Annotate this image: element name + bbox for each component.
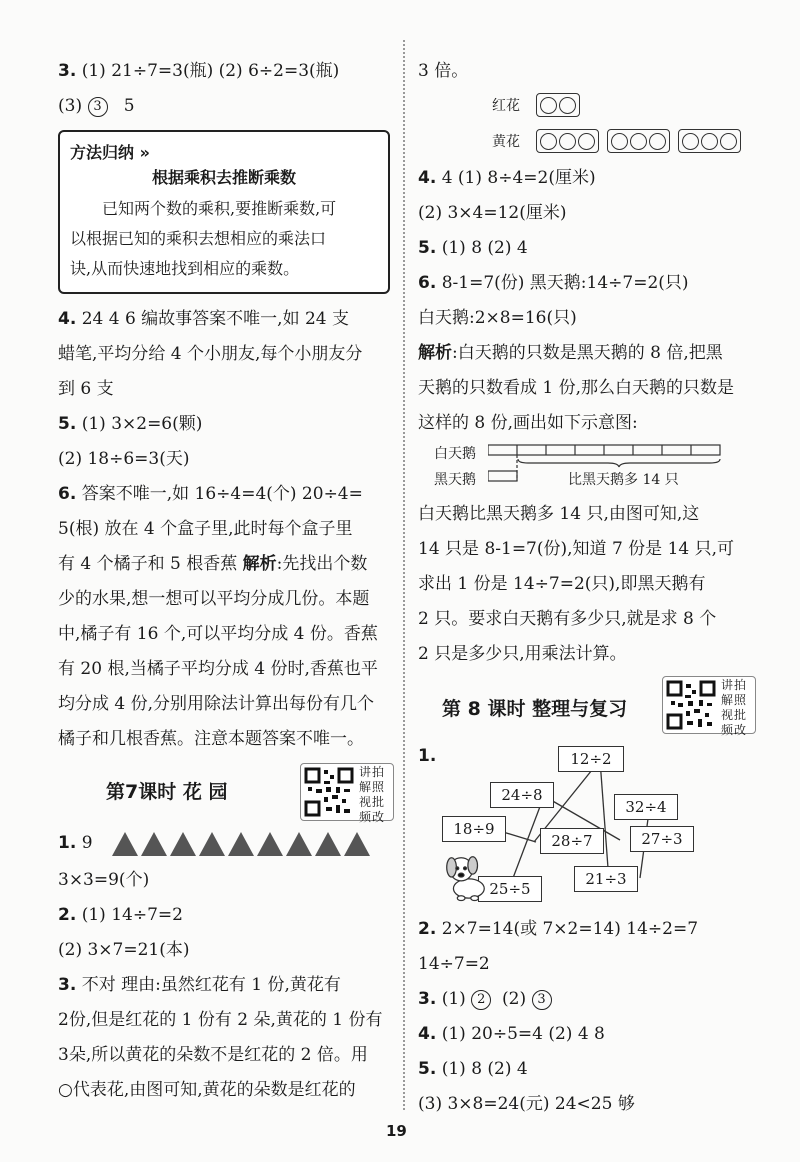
- r-after-line: 白天鹅比黑天鹅多 14 只,由图可知,这: [418, 504, 700, 524]
- l7-q2-line: (2) 3×7=21(本): [58, 940, 190, 960]
- expression-box: 32÷4: [614, 794, 678, 820]
- l8-q2-line: 2. 2×7=14(或 7×2=14) 14÷2=7: [418, 919, 699, 939]
- qr-caption: 讲拍 解照 视批 频改: [359, 765, 386, 824]
- r-q4-line: (2) 3×4=12(厘米): [418, 203, 567, 223]
- page-number: 19: [386, 1122, 407, 1140]
- q6-line: 5(根) 放在 4 个盒子里,此时每个盒子里: [58, 519, 353, 539]
- r-jiexi-line: 天鹅的只数看成 1 份,那么白天鹅的只数是: [418, 378, 735, 398]
- qr-block: [662, 676, 756, 737]
- column-divider: [403, 40, 405, 1110]
- method-subtitle: 根据乘积去推断乘数: [151, 168, 296, 187]
- expression-box: 18÷9: [442, 816, 506, 842]
- triangle-icon: [228, 832, 254, 856]
- swan-diagram: 白天鹅 黑天鹅 比黑天鹅多 14 只: [418, 441, 758, 497]
- l7-q1: 1. 9: [58, 823, 392, 863]
- lesson7-title: 第7课时 花 园: [106, 781, 228, 803]
- l7-q3-line: 2份,但是红花的 1 份有 2 朵,黄花的 1 份有: [58, 1010, 383, 1030]
- expression-box: 27÷3: [630, 826, 694, 852]
- l8-q2-line: 14÷7=2: [418, 954, 490, 974]
- q6-line: 有 20 根,当橘子平均分成 4 份时,香蕉也平: [58, 659, 378, 679]
- red-flower-row: 红花: [492, 91, 580, 119]
- q6-line: 有 4 个橘子和 5 根香蕉 解析:先找出个数: [58, 554, 368, 574]
- matching-diagram: 1. 12÷2 24÷8 32÷4 28÷7 18÷9 27÷3 21÷3 25÷5: [418, 742, 758, 912]
- circle-icon: [649, 133, 666, 150]
- expression-box: 25÷5: [478, 876, 542, 902]
- r-after-line: 2 只。要求白天鹅有多少只,就是求 8 个: [418, 609, 717, 629]
- triangle-icon: [199, 832, 225, 856]
- l7-q3-line: 3朵,所以黄花的朵数不是红花的 2 倍。用: [58, 1045, 368, 1065]
- circle-icon: [559, 133, 576, 150]
- triangle-icon: [141, 832, 167, 856]
- l8-q4-line: 4. (1) 20÷5=4 (2) 4 8: [418, 1024, 605, 1044]
- q6-line: 中,橘子有 16 个,可以平均分成 4 份。香蕉: [58, 624, 378, 644]
- triangle-icon: [344, 832, 370, 856]
- q6-line: 均分成 4 份,分别用除法计算出每份有几个: [58, 694, 375, 714]
- l7-q3-line: 3. 不对 理由:虽然红花有 1 份,黄花有: [58, 975, 341, 995]
- circle-icon: [611, 133, 628, 150]
- q4-line: 蜡笔,平均分给 4 个小朋友,每个小朋友分: [58, 344, 363, 364]
- q6-line: 橘子和几根香蕉。注意本题答案不唯一。: [58, 729, 364, 749]
- qr-caption: 讲拍 解照 视批 频改: [721, 678, 748, 737]
- q6-line: 少的水果,想一想可以平均分成几份。本题: [58, 589, 370, 609]
- r-q5-line: 5. (1) 8 (2) 4: [418, 238, 528, 258]
- l7-q3-line: ○代表花,由图可知,黄花的朵数是红花的: [58, 1080, 356, 1100]
- flower-group: [678, 129, 741, 153]
- left-column: [58, 54, 392, 1108]
- r-jiexi-line: 解析:白天鹅的只数是黑天鹅的 8 倍,把黑: [418, 343, 723, 363]
- circle-icon: [701, 133, 718, 150]
- q3-line2: (3) 3 5: [58, 96, 135, 116]
- q3-line1: 3. (1) 21÷7=3(瓶) (2) 6÷2=3(瓶): [58, 61, 340, 81]
- yellow-flower-row: 黄花: [492, 127, 741, 155]
- circled-number: 3: [88, 97, 108, 117]
- r-after-line: 14 只是 8-1=7(份),知道 7 份是 14 只,可: [418, 539, 735, 559]
- dog-icon: [440, 852, 490, 902]
- triangle-row: [112, 832, 370, 856]
- r-after-line: 2 只是多少只,用乘法计算。: [418, 644, 627, 664]
- circle-icon: [578, 133, 595, 150]
- continued-line: 3 倍。: [418, 61, 469, 81]
- expression-box: 21÷3: [574, 866, 638, 892]
- expression-box: 12÷2: [558, 746, 624, 772]
- circle-icon: [540, 97, 557, 114]
- flower-group: [536, 129, 599, 153]
- triangle-icon: [257, 832, 283, 856]
- circle-icon: [720, 133, 737, 150]
- r-q6-line: 6. 8-1=7(份) 黑天鹅:14÷7=2(只): [418, 273, 689, 293]
- q5-line: 5. (1) 3×2=6(颗): [58, 414, 203, 434]
- l8-q5-line: 5. (1) 8 (2) 4: [418, 1059, 528, 1079]
- circle-icon: [630, 133, 647, 150]
- l7-q2-line: 2. (1) 14÷7=2: [58, 905, 183, 925]
- circled-number: 2: [471, 990, 491, 1010]
- r-q6-line: 白天鹅:2×8=16(只): [418, 308, 577, 328]
- method-summary-box: [58, 130, 390, 294]
- circle-icon: [540, 133, 557, 150]
- lesson7-header: [58, 757, 392, 823]
- r-after-line: 求出 1 份是 14÷7=2(只),即黑天鹅有: [418, 574, 706, 594]
- r-q4-line: 4. 4 (1) 8÷4=2(厘米): [418, 168, 596, 188]
- l8-q5-line: (3) 3×8=24(元) 24<25 够: [418, 1094, 635, 1114]
- q4-line: 4. 24 4 6 编故事答案不唯一,如 24 支: [58, 309, 350, 329]
- circle-icon: [682, 133, 699, 150]
- r-jiexi-line: 这样的 8 份,画出如下示意图:: [418, 413, 638, 433]
- method-title: 方法归纳 »: [70, 143, 150, 162]
- l7-q1-line: 3×3=9(个): [58, 870, 150, 890]
- right-column: [418, 54, 758, 1122]
- flower-diagram: [418, 89, 758, 161]
- flower-group: [607, 129, 670, 153]
- qr-code-icon[interactable]: [666, 680, 716, 730]
- lesson8-title: 第 8 课时 整理与复习: [442, 698, 628, 720]
- q6-line: 6. 答案不唯一,如 16÷4=4(个) 20÷4=: [58, 484, 363, 504]
- qr-code-icon[interactable]: [304, 767, 354, 817]
- flower-group: [536, 93, 580, 117]
- triangle-icon: [286, 832, 312, 856]
- triangle-icon: [170, 832, 196, 856]
- triangle-icon: [315, 832, 341, 856]
- triangle-icon: [112, 832, 138, 856]
- q5-line: (2) 18÷6=3(天): [58, 449, 190, 469]
- q4-line: 到 6 支: [58, 379, 114, 399]
- circled-number: 3: [532, 990, 552, 1010]
- expression-box: 24÷8: [490, 782, 554, 808]
- expression-box: 28÷7: [540, 828, 604, 854]
- circle-icon: [559, 97, 576, 114]
- lesson8-header: [418, 672, 758, 742]
- qr-block: [300, 763, 394, 824]
- method-body: 已知两个数的乘积,要推断乘数,可 以根据已知的乘积去想相应的乘法口 诀,从而快速地找到相应的乘数。: [70, 199, 337, 278]
- l8-q3-line: 3. (1) 2 (2) 3: [418, 982, 758, 1017]
